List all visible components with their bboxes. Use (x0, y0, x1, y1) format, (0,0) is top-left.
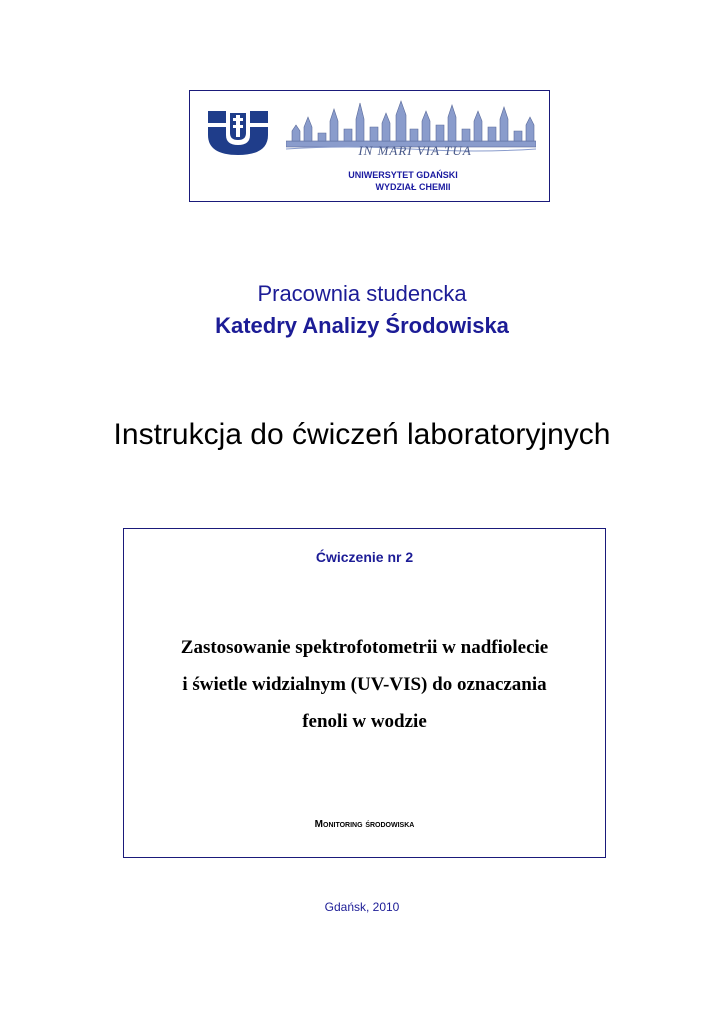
university-name: UNIWERSYTET GDAŃSKI (348, 170, 458, 180)
university-logo-icon (206, 105, 270, 157)
document-title: Instrukcja do ćwiczeń laboratoryjnych (113, 418, 611, 451)
lab-name: Pracownia studencka (257, 281, 467, 306)
university-header (189, 90, 550, 202)
place-and-date: Gdańsk, 2010 (324, 900, 400, 914)
university-name-block (338, 169, 468, 193)
department-name: Katedry Analizy Środowiska (215, 313, 509, 338)
faculty-name: WYDZIAŁ CHEMII (375, 182, 451, 192)
exercise-topic (124, 629, 605, 740)
exercise-number: Ćwiczenie nr 2 (315, 549, 414, 565)
topic-line: i świetle widzialnym (UV-VIS) do oznaczania (182, 674, 547, 695)
course-subject: Monitoring środowiska (314, 819, 415, 830)
topic-line: Zastosowanie spektrofotometrii w nadfiolecie (180, 637, 549, 658)
topic-line: fenoli w wodzie (302, 711, 427, 732)
exercise-box (123, 528, 606, 858)
university-motto: IN MARI VIA TUA (358, 143, 472, 158)
